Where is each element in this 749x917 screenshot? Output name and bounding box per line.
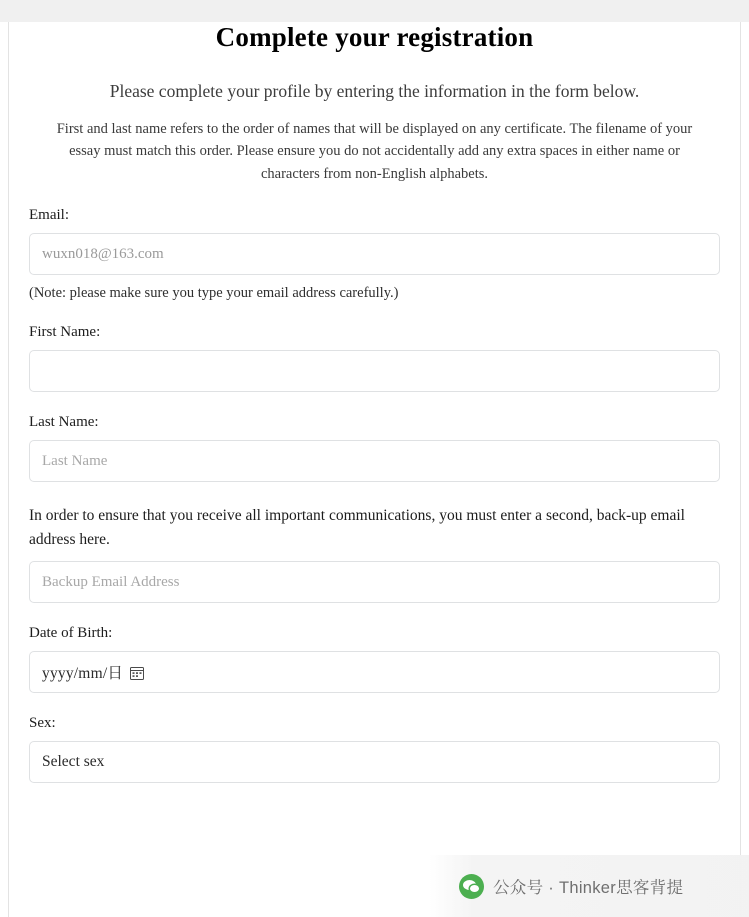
last-name-input[interactable] xyxy=(29,440,720,482)
sex-select[interactable] xyxy=(29,741,720,783)
sex-selected-value: Select sex xyxy=(42,753,105,771)
date-of-birth-input[interactable] xyxy=(29,651,720,693)
email-helper-text: (Note: please make sure you type your email address carefully.) xyxy=(29,285,399,302)
date-of-birth-label: Date of Birth: xyxy=(29,625,113,642)
sex-label: Sex: xyxy=(29,715,56,732)
email-label: Email: xyxy=(29,207,69,224)
email-field-group xyxy=(29,207,720,302)
registration-page xyxy=(0,22,749,917)
last-name-field-group xyxy=(29,414,720,482)
backup-email-field-group xyxy=(29,504,720,603)
calendar-icon[interactable] xyxy=(130,666,144,680)
page-note: First and last name refers to the order of names that will be displayed on any certificate. The filename of your essay must match this order. Please ensure you do not accidentally add any extra spaces in either name or characters from non-English alphabets. xyxy=(56,121,693,182)
date-of-birth-field-group xyxy=(29,625,720,693)
first-name-input[interactable] xyxy=(29,350,720,392)
date-of-birth-value: yyyy/mm/日 xyxy=(42,665,124,683)
email-input[interactable] xyxy=(29,233,720,275)
sex-field-group xyxy=(29,715,720,783)
backup-email-input[interactable] xyxy=(29,561,720,603)
first-name-field-group xyxy=(29,324,720,392)
backup-email-label: In order to ensure that you receive all important communications, you must enter a second, back-up email address here. xyxy=(29,507,685,549)
page-title: Complete your registration xyxy=(215,22,534,52)
last-name-label: Last Name: xyxy=(29,414,99,431)
form-content xyxy=(0,22,749,783)
watermark-overlay xyxy=(429,855,749,917)
first-name-label: First Name: xyxy=(29,324,101,341)
page-subtitle: Please complete your profile by entering the information in the form below. xyxy=(109,81,640,101)
watermark-text: 公众号 · Thinker思客背提 xyxy=(493,879,684,897)
